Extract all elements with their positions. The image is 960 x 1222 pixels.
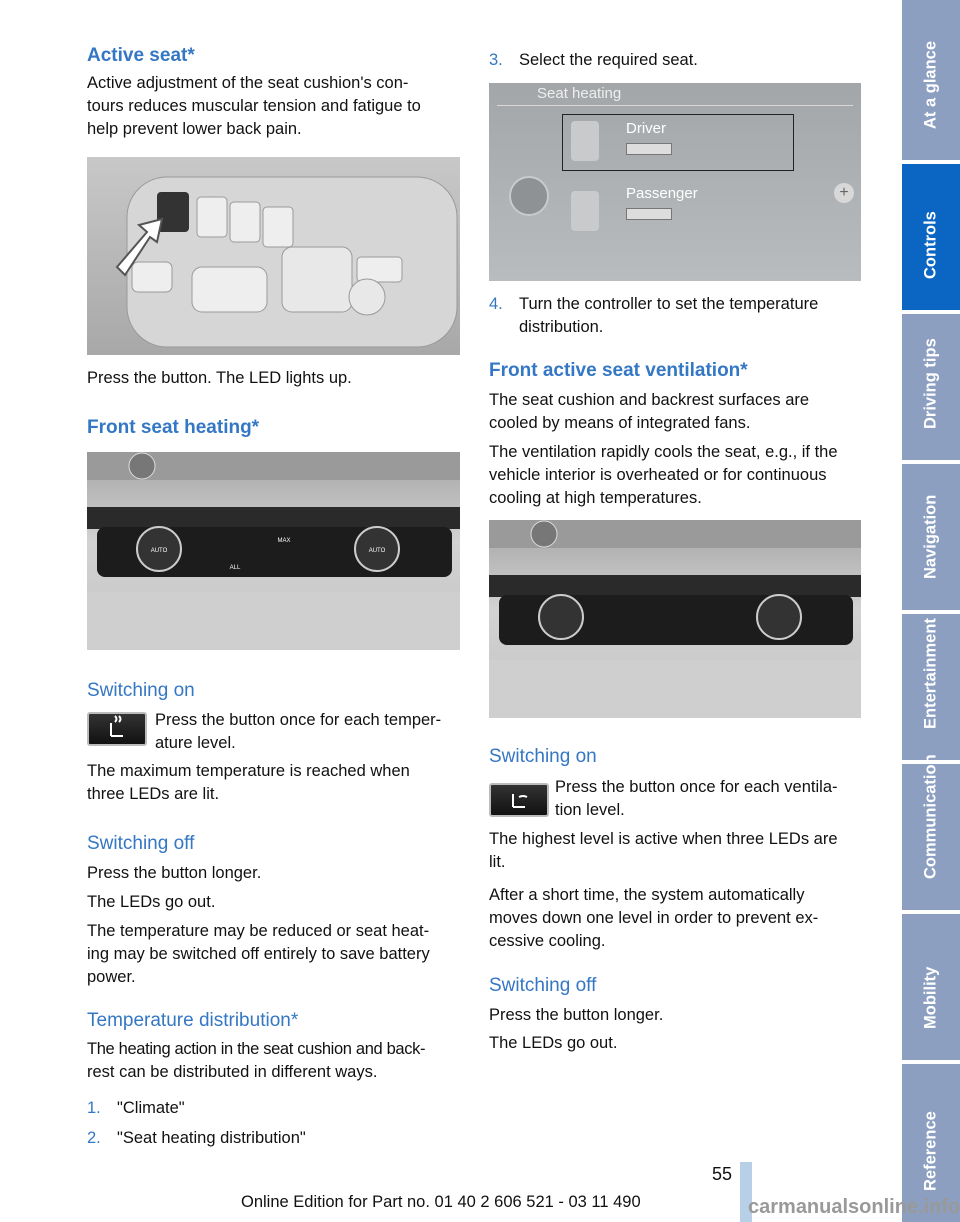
active-seat-caption: Press the button. The LED lights up. — [87, 369, 352, 387]
text-line: cooling at high temperatures. — [489, 489, 702, 507]
list-number: 4. — [489, 295, 503, 313]
seat-icon — [571, 191, 599, 231]
tab-label: Reference — [921, 1111, 940, 1191]
seat-heating-screen — [489, 83, 861, 281]
list-number: 2. — [87, 1129, 101, 1147]
text-line: The LEDs go out. — [87, 893, 216, 911]
seat-vent-icon — [491, 785, 547, 815]
list-text-cont: distribution. — [519, 318, 604, 336]
text-line: tours reduces muscular tension and fatigue to — [87, 97, 421, 115]
switching-on-heading: Switching on — [489, 746, 597, 767]
list-number: 1. — [87, 1099, 101, 1117]
text-line: three LEDs are lit. — [87, 785, 220, 803]
plus-icon[interactable]: + — [834, 183, 854, 203]
text-line: lit. — [489, 853, 506, 871]
controller-icon — [509, 176, 549, 216]
step-4 — [489, 293, 818, 316]
seat-controls-illustration — [87, 157, 460, 355]
page-number: 55 — [711, 1164, 732, 1184]
tab-communication[interactable] — [902, 754, 960, 910]
seat-heating-button-icon — [87, 712, 147, 746]
text-line: moves down one level in order to prevent ex- — [489, 909, 819, 927]
climate-panel-illustration — [87, 452, 460, 650]
list-text: "Climate" — [117, 1099, 185, 1117]
seat-ventilation-heading: Front active seat ventilation* — [489, 360, 748, 381]
watermark: carmanualsonline.info — [748, 1196, 960, 1218]
tab-label: Communication — [921, 754, 940, 879]
text-line: After a short time, the system automatically — [489, 886, 805, 904]
tab-label: Entertainment — [921, 618, 940, 729]
text-line: help prevent lower back pain. — [87, 120, 302, 138]
tab-label: At a glance — [921, 40, 940, 129]
all-label: ALL — [229, 565, 241, 571]
switch-on-icon-text: ature level. — [155, 734, 236, 752]
tab-at-a-glance[interactable] — [902, 0, 960, 160]
text-line: cessive cooling. — [489, 932, 606, 950]
active-seat-text — [87, 72, 421, 141]
list-text: "Seat heating distribution" — [117, 1129, 306, 1147]
seat-controls-photo — [87, 157, 460, 355]
climate-panel-photo — [489, 520, 861, 718]
seat-heat-icon — [89, 714, 145, 744]
passenger-distribution-slider[interactable] — [626, 208, 672, 220]
active-seat-heading: Active seat* — [87, 45, 195, 66]
tab-controls[interactable] — [902, 164, 960, 310]
driver-distribution-slider[interactable] — [626, 143, 672, 155]
text-line: Active adjustment of the seat cushion's con- — [87, 74, 409, 92]
text-line: rest can be distributed in different ways. — [87, 1063, 378, 1081]
passenger-label: Passenger — [626, 185, 698, 202]
list-number: 3. — [489, 51, 503, 69]
text-line: Press the button longer. — [87, 864, 262, 882]
text-line: power. — [87, 968, 136, 986]
max-label: MAX — [277, 538, 291, 544]
text-line: The heating action in the seat cushion and back- — [87, 1040, 426, 1058]
switch-on-icon-text: Press the button once for each ventila- — [555, 778, 838, 796]
climate-panel-photo — [87, 452, 460, 650]
footer-text: Online Edition for Part no. 01 40 2 606 521 - 03 11 490 — [241, 1193, 641, 1211]
tab-driving-tips[interactable] — [902, 314, 960, 460]
auto-label: AUTO — [150, 548, 168, 554]
text-line: The LEDs go out. — [489, 1034, 618, 1052]
text-line: The maximum temperature is reached when — [87, 762, 410, 780]
list-text: Turn the controller to set the temperature — [519, 295, 819, 313]
front-seat-heating-heading: Front seat heating* — [87, 417, 260, 438]
tab-label: Mobility — [921, 966, 940, 1029]
list-text: Select the required seat. — [519, 51, 698, 69]
text-line: cooled by means of integrated fans. — [489, 414, 751, 432]
tab-label: Controls — [921, 211, 940, 279]
switching-off-heading: Switching off — [87, 833, 195, 854]
step-3 — [489, 49, 698, 72]
switching-off-heading: Switching off — [489, 975, 597, 996]
switch-on-icon-text: Press the button once for each temper- — [155, 711, 442, 729]
auto-label: AUTO — [368, 548, 386, 554]
screen-titlebar — [497, 83, 853, 106]
text-line: The ventilation rapidly cools the seat, e.g., if the — [489, 443, 838, 461]
screen-title: Seat heating — [537, 85, 622, 102]
tab-label: Navigation — [921, 494, 940, 579]
switch-on-icon-text: tion level. — [555, 801, 625, 819]
tab-mobility[interactable] — [902, 914, 960, 1060]
text-line: The temperature may be reduced or seat heat- — [87, 922, 430, 940]
text-line: The highest level is active when three LEDs are — [489, 830, 838, 848]
temperature-distribution-heading: Temperature distribution* — [87, 1010, 299, 1031]
tab-entertainment[interactable] — [902, 614, 960, 760]
text-line: ing may be switched off entirely to save battery — [87, 945, 430, 963]
text-line: The seat cushion and backrest surfaces are — [489, 391, 810, 409]
text-line: Press the button longer. — [489, 1006, 664, 1024]
climate-panel-illustration — [489, 520, 861, 718]
list-item — [87, 1097, 185, 1120]
seat-ventilation-button-icon — [489, 783, 549, 817]
list-item — [87, 1127, 306, 1150]
seat-icon — [571, 121, 599, 161]
tab-navigation[interactable] — [902, 464, 960, 610]
switching-on-heading: Switching on — [87, 680, 195, 701]
driver-label: Driver — [626, 120, 666, 137]
tab-label: Driving tips — [921, 338, 940, 429]
text-line: vehicle interior is overheated or for continuous — [489, 466, 827, 484]
